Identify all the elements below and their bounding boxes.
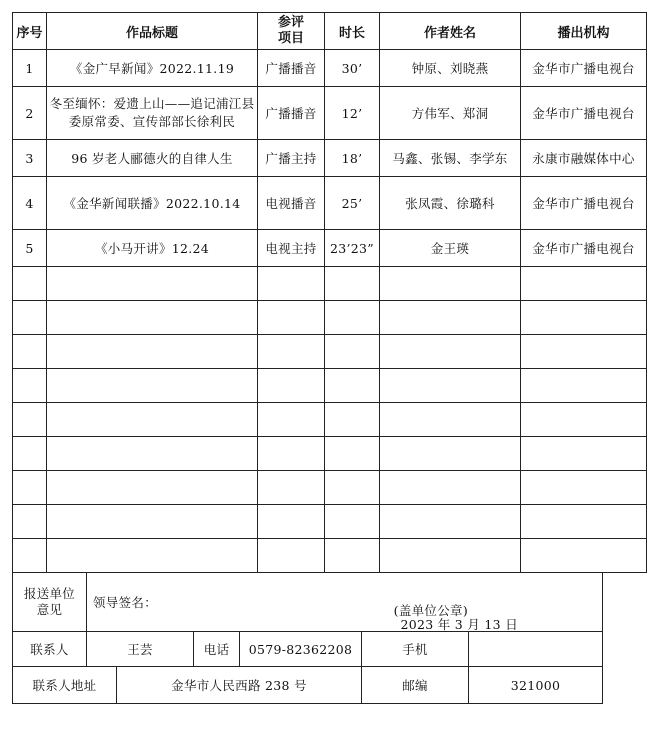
opinion-area <box>87 573 603 632</box>
col-header-authors: 作者姓名 <box>380 13 521 50</box>
col-header-no: 序号 <box>13 13 47 50</box>
col-header-org: 播出机构 <box>521 13 647 50</box>
row-no: 2 <box>13 87 47 140</box>
empty-row <box>13 369 647 403</box>
col-header-title: 作品标题 <box>47 13 258 50</box>
opinion-label <box>13 573 87 632</box>
mobile-value <box>469 632 603 667</box>
row-title: 《金广早新闻》2022.11.19 <box>47 50 258 87</box>
row-no: 3 <box>13 140 47 177</box>
row-title: 96 岁老人郦德火的自律人生 <box>47 140 258 177</box>
row-no: 4 <box>13 177 47 230</box>
table-row <box>13 87 647 140</box>
row-no: 1 <box>13 50 47 87</box>
row-org: 金华市广播电视台 <box>521 87 647 140</box>
row-org: 金华市广播电视台 <box>521 230 647 267</box>
empty-row <box>13 505 647 539</box>
empty-row <box>13 471 647 505</box>
row-category: 电视播音 <box>258 177 325 230</box>
row-org: 永康市融媒体中心 <box>521 140 647 177</box>
row-title: 《小马开讲》12.24 <box>47 230 258 267</box>
row-authors: 方伟军、郑洞 <box>380 87 521 140</box>
address-label: 联系人地址 <box>13 667 117 704</box>
row-title: 冬至缅怀：爱遗上山——追记浦江县委原常委、宣传部部长徐利民 <box>47 87 258 140</box>
row-duration: 18’ <box>325 140 380 177</box>
seal-note: (盖单位公章) <box>393 603 468 618</box>
contact-label: 联系人 <box>13 632 87 667</box>
postcode-value: 321000 <box>469 667 603 704</box>
table-row <box>13 230 647 267</box>
sign-date: 2023 年 3 月 13 日 <box>400 617 518 632</box>
row-duration: 25’ <box>325 177 380 230</box>
opinion-row <box>13 573 603 632</box>
row-authors: 张凤霞、徐璐科 <box>380 177 521 230</box>
empty-row <box>13 267 647 301</box>
row-category: 电视主持 <box>258 230 325 267</box>
empty-row <box>13 403 647 437</box>
col-header-category <box>258 13 325 50</box>
phone-value: 0579-82362208 <box>240 632 362 667</box>
row-authors: 钟原、刘晓燕 <box>380 50 521 87</box>
empty-row <box>13 335 647 369</box>
contact-row <box>13 632 603 667</box>
address-value: 金华市人民西路 238 号 <box>117 667 362 704</box>
row-category: 广播播音 <box>258 87 325 140</box>
col-header-duration: 时长 <box>325 13 380 50</box>
row-title: 《金华新闻联播》2022.10.14 <box>47 177 258 230</box>
postcode-label: 邮编 <box>362 667 469 704</box>
row-duration: 12’ <box>325 87 380 140</box>
empty-row <box>13 437 647 471</box>
row-category: 广播主持 <box>258 140 325 177</box>
opinion-label-line1: 报送单位 <box>23 586 76 601</box>
opinion-label-line2: 意见 <box>36 602 63 617</box>
phone-label: 电话 <box>194 632 240 667</box>
header-row <box>13 13 647 50</box>
leader-signature-label: 领导签名： <box>93 595 158 610</box>
row-no: 5 <box>13 230 47 267</box>
row-org: 金华市广播电视台 <box>521 177 647 230</box>
address-row <box>13 667 603 704</box>
entries-table <box>12 12 647 573</box>
mobile-label: 手机 <box>362 632 469 667</box>
row-authors: 金王瑛 <box>380 230 521 267</box>
table-row <box>13 177 647 230</box>
empty-row <box>13 539 647 573</box>
footer-table <box>12 572 603 704</box>
col-header-category-line2: 项目 <box>277 31 304 46</box>
row-category: 广播播音 <box>258 50 325 87</box>
signature-block <box>87 573 602 631</box>
table-row <box>13 140 647 177</box>
table-row <box>13 50 647 87</box>
row-authors: 马鑫、张锡、李学东 <box>380 140 521 177</box>
entry-form <box>12 12 647 704</box>
contact-name: 王芸 <box>87 632 194 667</box>
row-org: 金华市广播电视台 <box>521 50 647 87</box>
empty-row <box>13 301 647 335</box>
row-duration: 30’ <box>325 50 380 87</box>
row-duration: 23’23” <box>325 230 380 267</box>
col-header-category-line1: 参评 <box>277 15 304 30</box>
